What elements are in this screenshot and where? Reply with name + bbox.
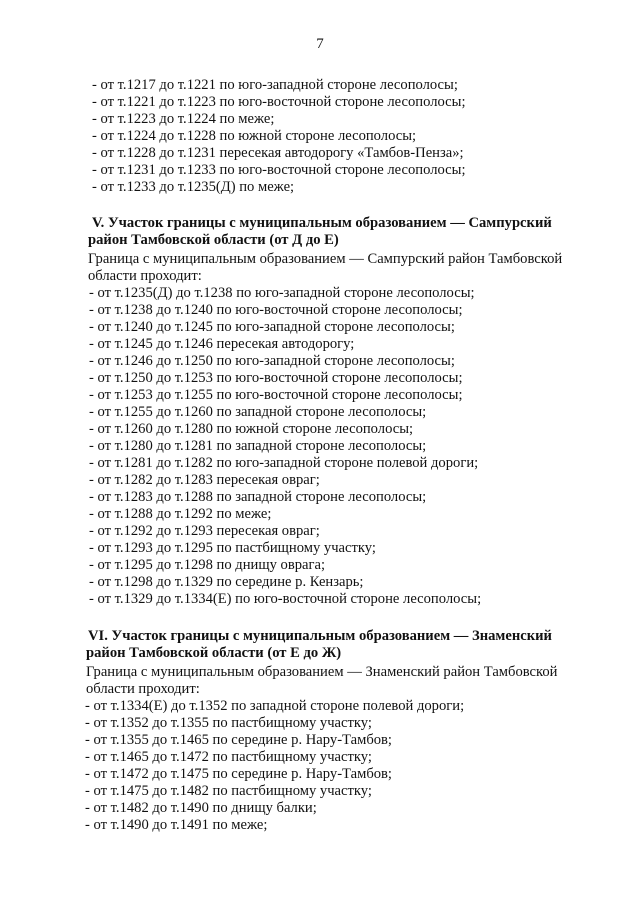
list-item: - от т.1298 до т.1329 по середине р. Кензарь;: [89, 574, 364, 590]
list-item: - от т.1245 до т.1246 пересекая автодорогу;: [89, 336, 355, 352]
section-v-intro: Граница с муниципальным образованием — Сампурский район Тамбовской: [88, 251, 563, 267]
list-item: - от т.1238 до т.1240 по юго-восточной стороне лесополосы;: [89, 302, 463, 318]
list-item: - от т.1240 до т.1245 по юго-западной стороне лесополосы;: [89, 319, 455, 335]
list-item: - от т.1334(Е) до т.1352 по западной стороне полевой дороги;: [85, 698, 465, 714]
list-item: - от т.1329 до т.1334(Е) по юго-восточной стороне лесополосы;: [89, 591, 482, 607]
section-v-heading: V. Участок границы с муниципальным образованием — Сампурский: [92, 215, 552, 231]
list-item: - от т.1282 до т.1283 пересекая овраг;: [89, 472, 320, 488]
list-item: - от т.1233 до т.1235(Д) по меже;: [92, 179, 295, 195]
list-item: - от т.1288 до т.1292 по меже;: [89, 506, 272, 522]
list-item: - от т.1475 до т.1482 по пастбищному участку;: [85, 783, 372, 799]
list-item: - от т.1355 до т.1465 по середине р. Нару-Тамбов;: [85, 732, 392, 748]
section-vi-heading-cont: район Тамбовской области (от Е до Ж): [86, 645, 342, 661]
list-item: - от т.1224 до т.1228 по южной стороне лесополосы;: [92, 128, 417, 144]
list-item: - от т.1280 до т.1281 по западной стороне лесополосы;: [89, 438, 427, 454]
list-item: - от т.1235(Д) до т.1238 по юго-западной стороне лесополосы;: [89, 285, 475, 301]
list-item: - от т.1295 до т.1298 по днищу оврага;: [89, 557, 326, 573]
section-vi-intro-cont: области проходит:: [86, 681, 200, 697]
list-item: - от т.1221 до т.1223 по юго-восточной стороне лесополосы;: [92, 94, 466, 110]
list-item: - от т.1223 до т.1224 по меже;: [92, 111, 275, 127]
list-item: - от т.1482 до т.1490 по днищу балки;: [85, 800, 317, 816]
list-item: - от т.1292 до т.1293 пересекая овраг;: [89, 523, 320, 539]
section-vi-heading: VI. Участок границы с муниципальным образованием — Знаменский: [88, 628, 552, 644]
list-item: - от т.1231 до т.1233 по юго-восточной стороне лесополосы;: [92, 162, 466, 178]
list-item: - от т.1283 до т.1288 по западной стороне лесополосы;: [89, 489, 427, 505]
list-item: - от т.1217 до т.1221 по юго-западной стороне лесополосы;: [92, 77, 458, 93]
list-item: - от т.1490 до т.1491 по меже;: [85, 817, 268, 833]
list-item: - от т.1281 до т.1282 по юго-западной стороне полевой дороги;: [89, 455, 479, 471]
list-item: - от т.1472 до т.1475 по середине р. Нару-Тамбов;: [85, 766, 392, 782]
list-item: - от т.1246 до т.1250 по юго-западной стороне лесополосы;: [89, 353, 455, 369]
section-vi-intro: Граница с муниципальным образованием — Знаменский район Тамбовской: [86, 664, 558, 680]
list-item: - от т.1352 до т.1355 по пастбищному участку;: [85, 715, 372, 731]
page-number: 7: [316, 36, 324, 52]
list-item: - от т.1465 до т.1472 по пастбищному участку;: [85, 749, 372, 765]
list-item: - от т.1250 до т.1253 по юго-восточной стороне лесополосы;: [89, 370, 463, 386]
list-item: - от т.1260 до т.1280 по южной стороне лесополосы;: [89, 421, 414, 437]
section-v-intro-cont: области проходит:: [88, 268, 202, 284]
list-item: - от т.1293 до т.1295 по пастбищному участку;: [89, 540, 376, 556]
list-item: - от т.1228 до т.1231 пересекая автодорогу «Тамбов-Пенза»;: [92, 145, 464, 161]
section-v-heading-cont: район Тамбовской области (от Д до Е): [88, 232, 339, 248]
list-item: - от т.1253 до т.1255 по юго-восточной стороне лесополосы;: [89, 387, 463, 403]
list-item: - от т.1255 до т.1260 по западной стороне лесополосы;: [89, 404, 427, 420]
